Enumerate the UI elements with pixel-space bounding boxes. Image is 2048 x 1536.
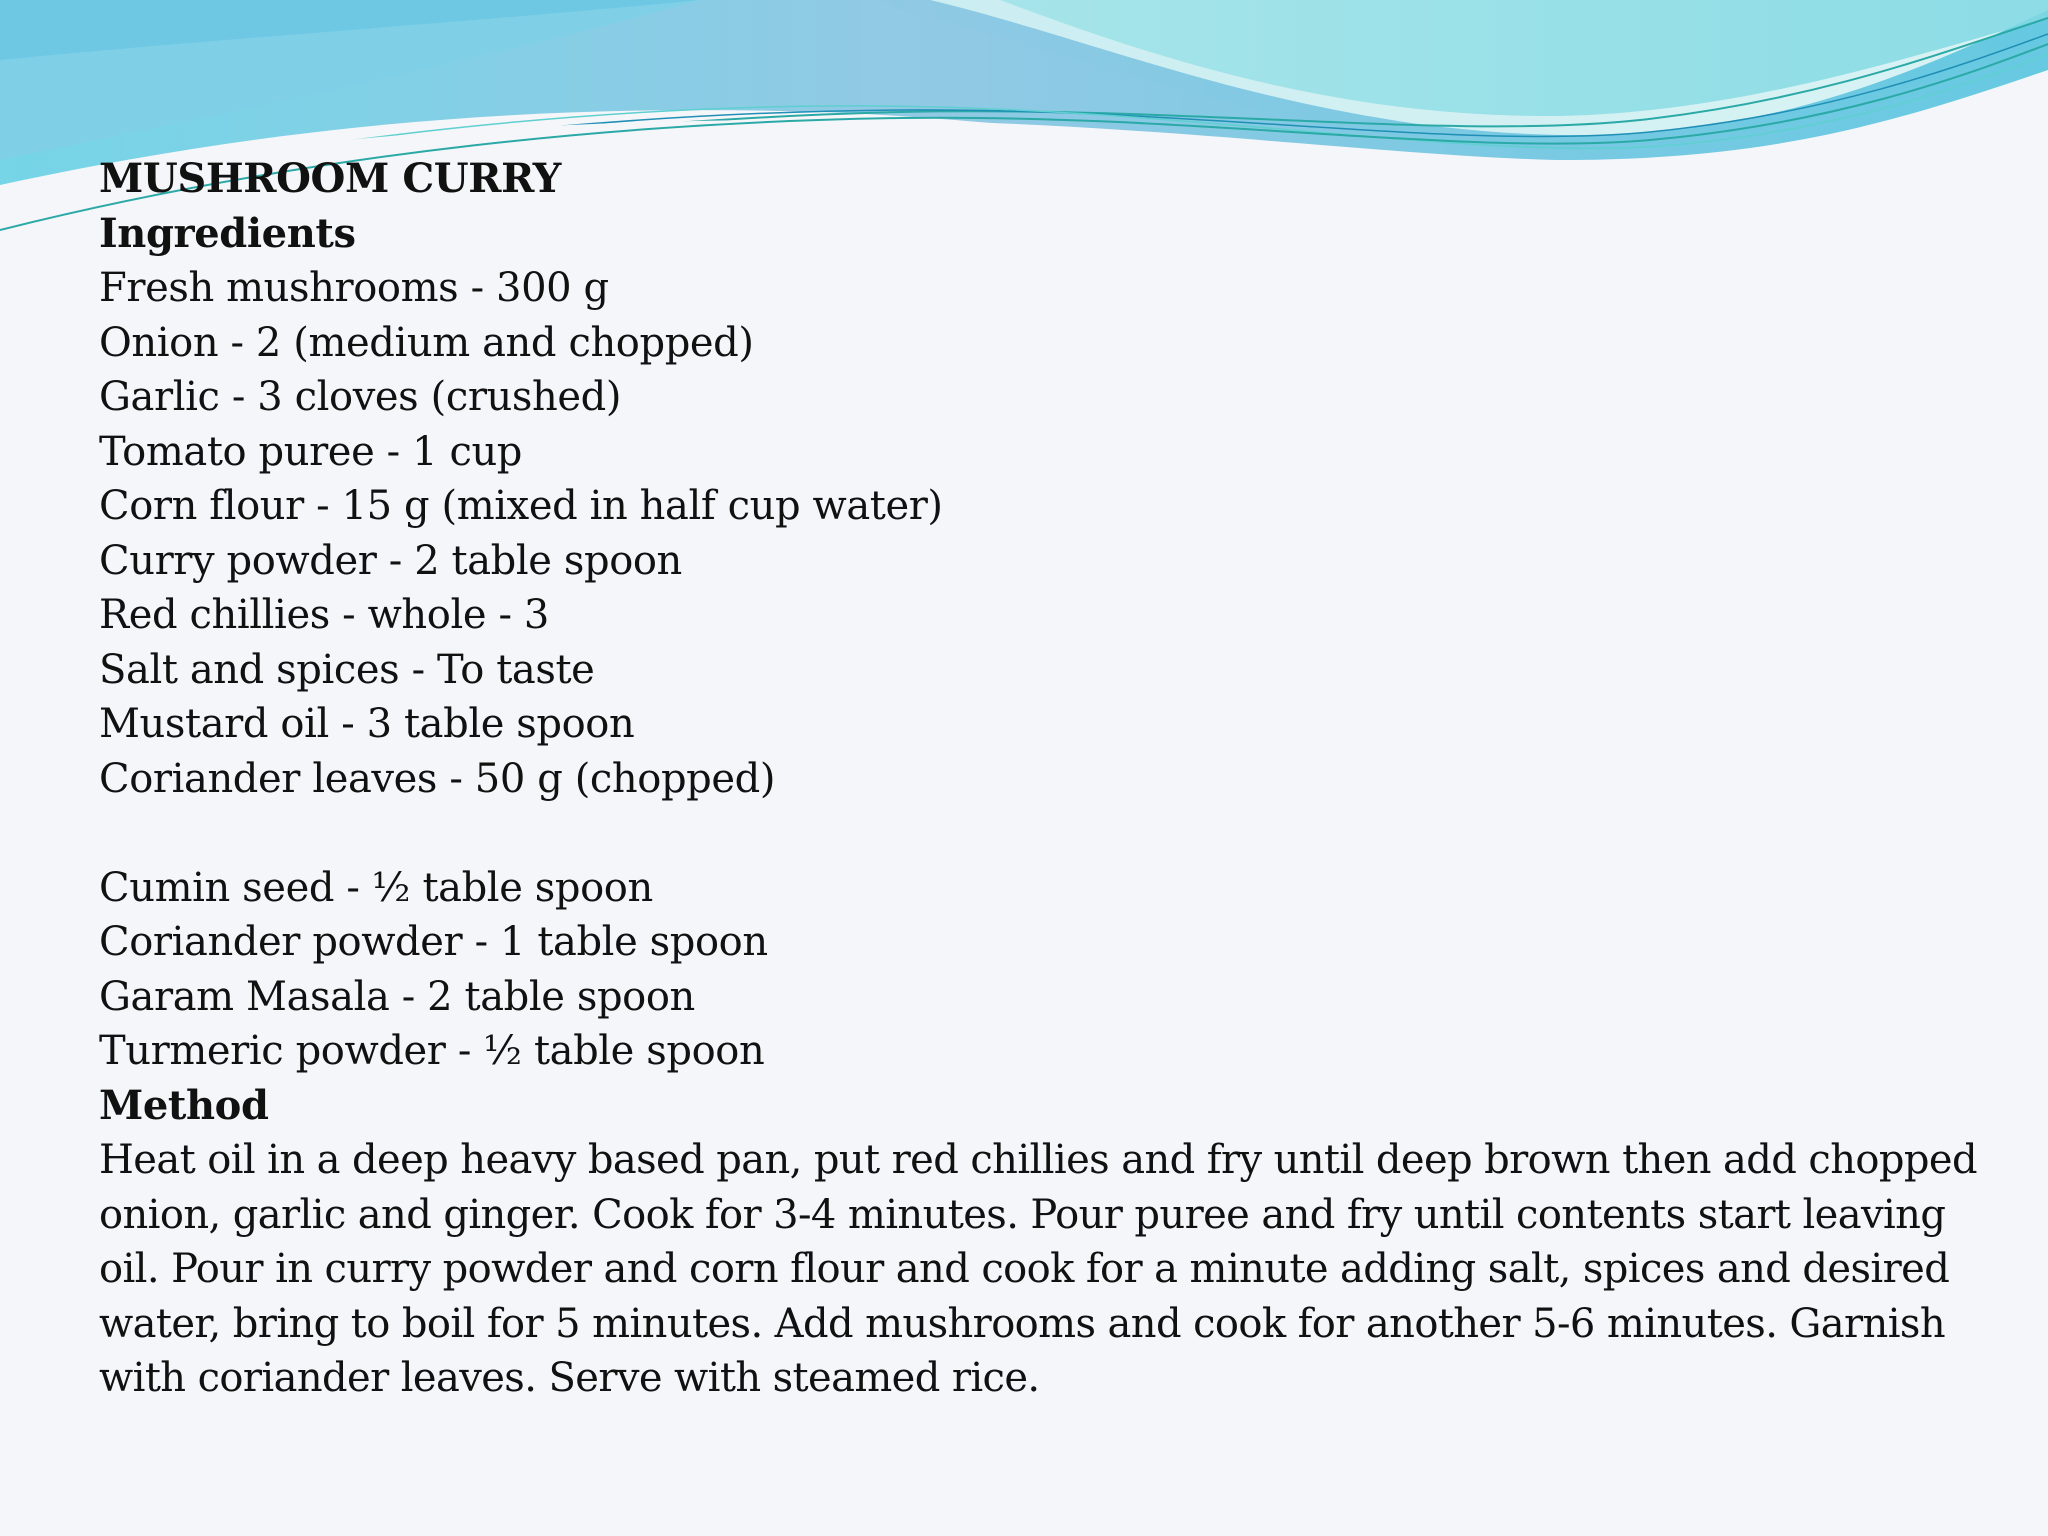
spice-item: Turmeric powder - ½ table spoon — [99, 1028, 765, 1074]
method-text: Heat oil in a deep heavy based pan, put red chillies and fry until deep brown then add chopped onion, garlic and ginger. Cook for 3-4 minutes. Pour puree and fry until contents start leaving oil. Pour in curry powder and corn flour and cook for a minute adding salt, spices and desired water, bring to boil for 5 minutes. Add mushrooms and cook for another 5-6 minutes. Garnish with coriander leaves. Serve with steamed rice. — [99, 1137, 1977, 1401]
recipe-title: MUSHROOM CURRY — [99, 155, 561, 202]
spice-item: Coriander powder - 1 table spoon — [99, 919, 768, 965]
ingredient-item: Coriander leaves - 50 g (chopped) — [99, 755, 776, 802]
spice-item: Garam Masala - 2 table spoon — [99, 973, 695, 1020]
ingredient-item: Mustard oil - 3 table spoon — [99, 701, 635, 747]
recipe-body — [99, 152, 2019, 1406]
ingredient-item: Onion - 2 (medium and chopped) — [99, 319, 754, 366]
blank-line — [99, 806, 2019, 861]
ingredient-item: Tomato puree - 1 cup — [99, 428, 523, 475]
ingredient-item: Salt and spices - To taste — [99, 646, 595, 693]
method-heading: Method — [99, 1081, 269, 1129]
spice-item: Cumin seed - ½ table spoon — [99, 864, 653, 911]
ingredient-item: Garlic - 3 cloves (crushed) — [99, 374, 622, 420]
ingredient-item: Curry powder - 2 table spoon — [99, 537, 682, 584]
ingredient-item: Fresh mushrooms - 300 g — [99, 265, 609, 311]
ingredients-heading: Ingredients — [99, 209, 356, 257]
ingredient-item: Corn flour - 15 g (mixed in half cup water) — [99, 483, 943, 529]
ingredient-item: Red chillies - whole - 3 — [99, 592, 549, 638]
